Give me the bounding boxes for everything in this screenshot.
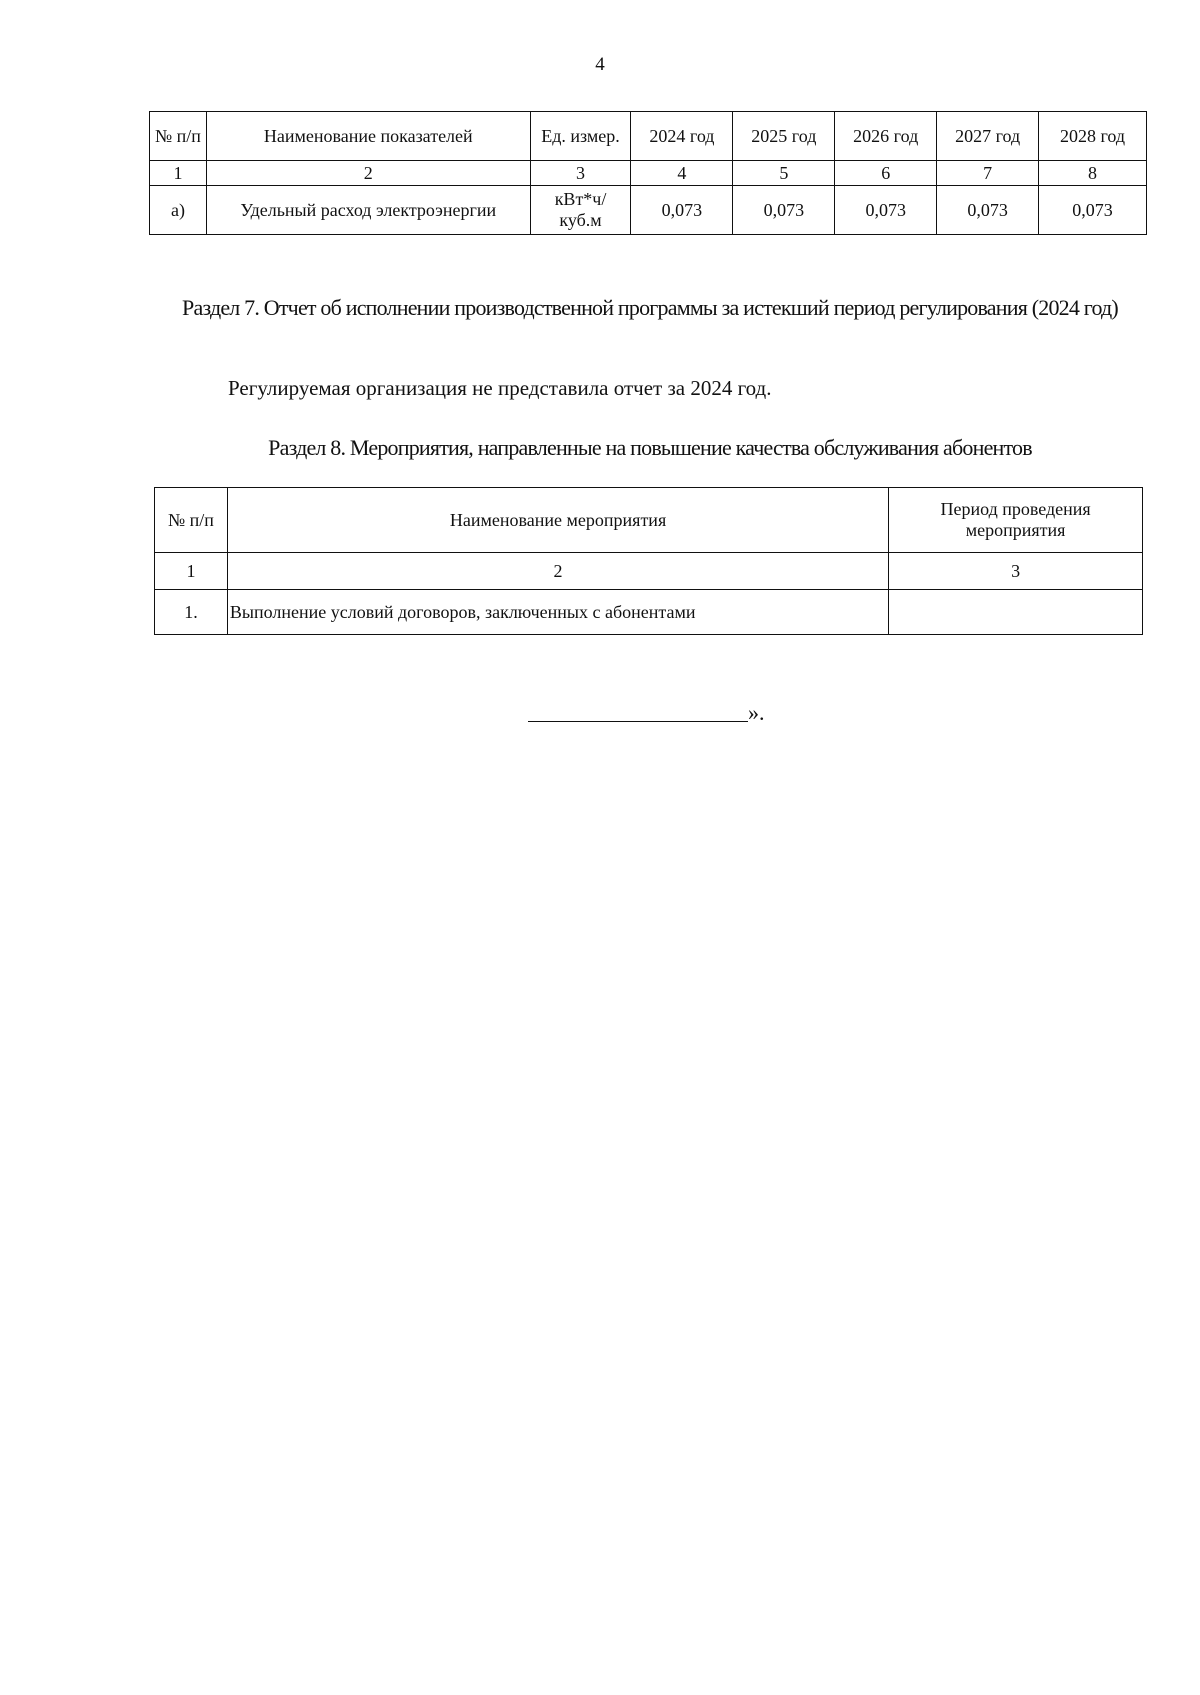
header-cell: 2026 год [835, 112, 937, 161]
table-cell: 0,073 [937, 186, 1039, 235]
column-number-row [155, 553, 1143, 590]
column-number: 1 [150, 161, 207, 186]
closing-mark [528, 700, 765, 726]
section-7-heading: Раздел 7. Отчет об исполнении производственной программы за истекший период регулирования (2024 год) [182, 295, 1118, 320]
table-cell: кВт*ч/ куб.м [530, 186, 631, 235]
column-number: 5 [733, 161, 835, 186]
table-cell: 0,073 [733, 186, 835, 235]
header-cell: 2024 год [631, 112, 733, 161]
report-note: Регулируемая организация не представила отчет за 2024 год. [228, 376, 772, 400]
table-header-row [155, 488, 1143, 553]
header-cell: Наименование мероприятия [227, 488, 888, 553]
table-cell: 1. [155, 590, 228, 635]
signature-line [528, 721, 748, 722]
closing-quote: ». [748, 700, 765, 725]
column-number-row [150, 161, 1147, 186]
column-number: 2 [206, 161, 530, 186]
column-number: 3 [530, 161, 631, 186]
indicators-table [149, 111, 1147, 235]
page-number: 4 [595, 54, 605, 75]
section-8-heading: Раздел 8. Мероприятия, направленные на повышение качества обслуживания абонентов [268, 435, 1032, 460]
header-cell: 2028 год [1039, 112, 1147, 161]
table-cell: 0,073 [1039, 186, 1147, 235]
column-number: 4 [631, 161, 733, 186]
header-cell: № п/п [155, 488, 228, 553]
table-header-row [150, 112, 1147, 161]
header-cell: Период проведения мероприятия [889, 488, 1143, 553]
column-number: 2 [227, 553, 888, 590]
table-cell [889, 590, 1143, 635]
header-cell: Ед. измер. [530, 112, 631, 161]
column-number: 7 [937, 161, 1039, 186]
table-cell: а) [150, 186, 207, 235]
column-number: 3 [889, 553, 1143, 590]
header-cell: Наименование показателей [206, 112, 530, 161]
table-row [155, 590, 1143, 635]
column-number: 8 [1039, 161, 1147, 186]
events-table [154, 487, 1143, 635]
table-cell: 0,073 [835, 186, 937, 235]
header-cell: 2025 год [733, 112, 835, 161]
header-cell: № п/п [150, 112, 207, 161]
table-cell: Удельный расход электроэнергии [206, 186, 530, 235]
column-number: 1 [155, 553, 228, 590]
table-cell: Выполнение условий договоров, заключенных с абонентами [227, 590, 888, 635]
header-cell: 2027 год [937, 112, 1039, 161]
table-row [150, 186, 1147, 235]
table-cell: 0,073 [631, 186, 733, 235]
column-number: 6 [835, 161, 937, 186]
